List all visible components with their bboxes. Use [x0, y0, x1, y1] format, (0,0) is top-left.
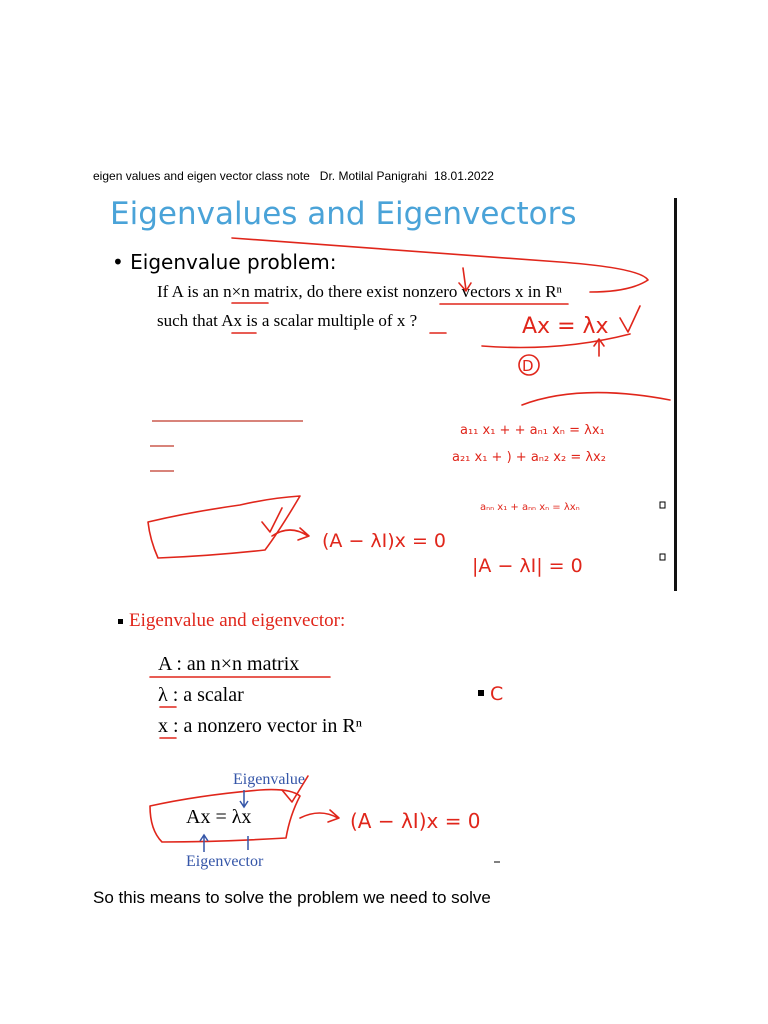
- eigenvalue-arrow: [240, 790, 248, 807]
- bottom-hand-drawn-box: [150, 790, 300, 842]
- slide-fragment-mark-1: [660, 502, 665, 508]
- eigen-equation: Ax = λx: [186, 806, 252, 828]
- check-mark-bottom: [282, 776, 308, 802]
- slide-fragment-mark-2: [660, 554, 665, 560]
- eigenvector-arrow-left: [200, 835, 208, 852]
- check-mark-top: [620, 306, 640, 332]
- system-bracket-stroke: [522, 393, 670, 405]
- check-mark-mid: [262, 508, 282, 532]
- definition-a: A : an n×n matrix: [158, 653, 300, 675]
- hw-sys-row2: a₂₁ x₁ + ) + aₙ₂ x₂ = λx₂: [452, 450, 606, 465]
- question-line-2: such that Ax is a scalar multiple of x ?: [157, 311, 418, 330]
- arrow-to-equation: [272, 528, 309, 540]
- question-line-1: If A is an n×n matrix, do there exist nonzero vectors x in Rⁿ: [157, 282, 562, 301]
- definition-lambda: λ : a scalar: [158, 684, 244, 706]
- eigenvalue-label: Eigenvalue: [233, 771, 305, 788]
- arrow-to-nonzero: [459, 268, 471, 291]
- hw-sys-row3: aₙₙ x₁ + aₙₙ xₙ = λxₙ: [480, 502, 580, 513]
- title-underline-stroke: [232, 238, 648, 292]
- slide-fragment-bullet: [478, 690, 484, 696]
- slide-title: Eigenvalues and Eigenvectors: [110, 196, 577, 232]
- hw-eq-mid: (A − λI)x = 0: [322, 530, 447, 552]
- bullet-eigenvalue-eigenvector-text: Eigenvalue and eigenvector:: [129, 610, 346, 631]
- footer-sentence: So this means to solve the problem we need to solve: [93, 888, 491, 907]
- hw-sys-row1: a₁₁ x₁ + + aₙ₁ xₙ = λx₁: [460, 423, 605, 438]
- eigenvector-label: Eigenvector: [186, 853, 264, 870]
- bullet-eigenvalue-problem: • Eigenvalue problem:: [112, 250, 337, 274]
- hw-eq-top: Ax = λx: [522, 314, 609, 339]
- bullet-eigenvalue-problem-text: Eigenvalue problem:: [130, 250, 337, 274]
- definition-x: x : a nonzero vector in Rⁿ: [158, 715, 363, 737]
- note-header: eigen values and eigen vector class note Dr. Motilal Panigrahi 18.01.2022: [93, 169, 494, 183]
- hw-d: D: [522, 357, 534, 375]
- arrow-to-bottom-equation: [300, 810, 339, 822]
- hw-partial-c: C: [490, 683, 504, 705]
- hw-det-eq: |A − λI| = 0: [472, 555, 583, 577]
- hw-eq-bottom: (A − λI)x = 0: [350, 809, 481, 833]
- hand-drawn-box: [148, 496, 300, 558]
